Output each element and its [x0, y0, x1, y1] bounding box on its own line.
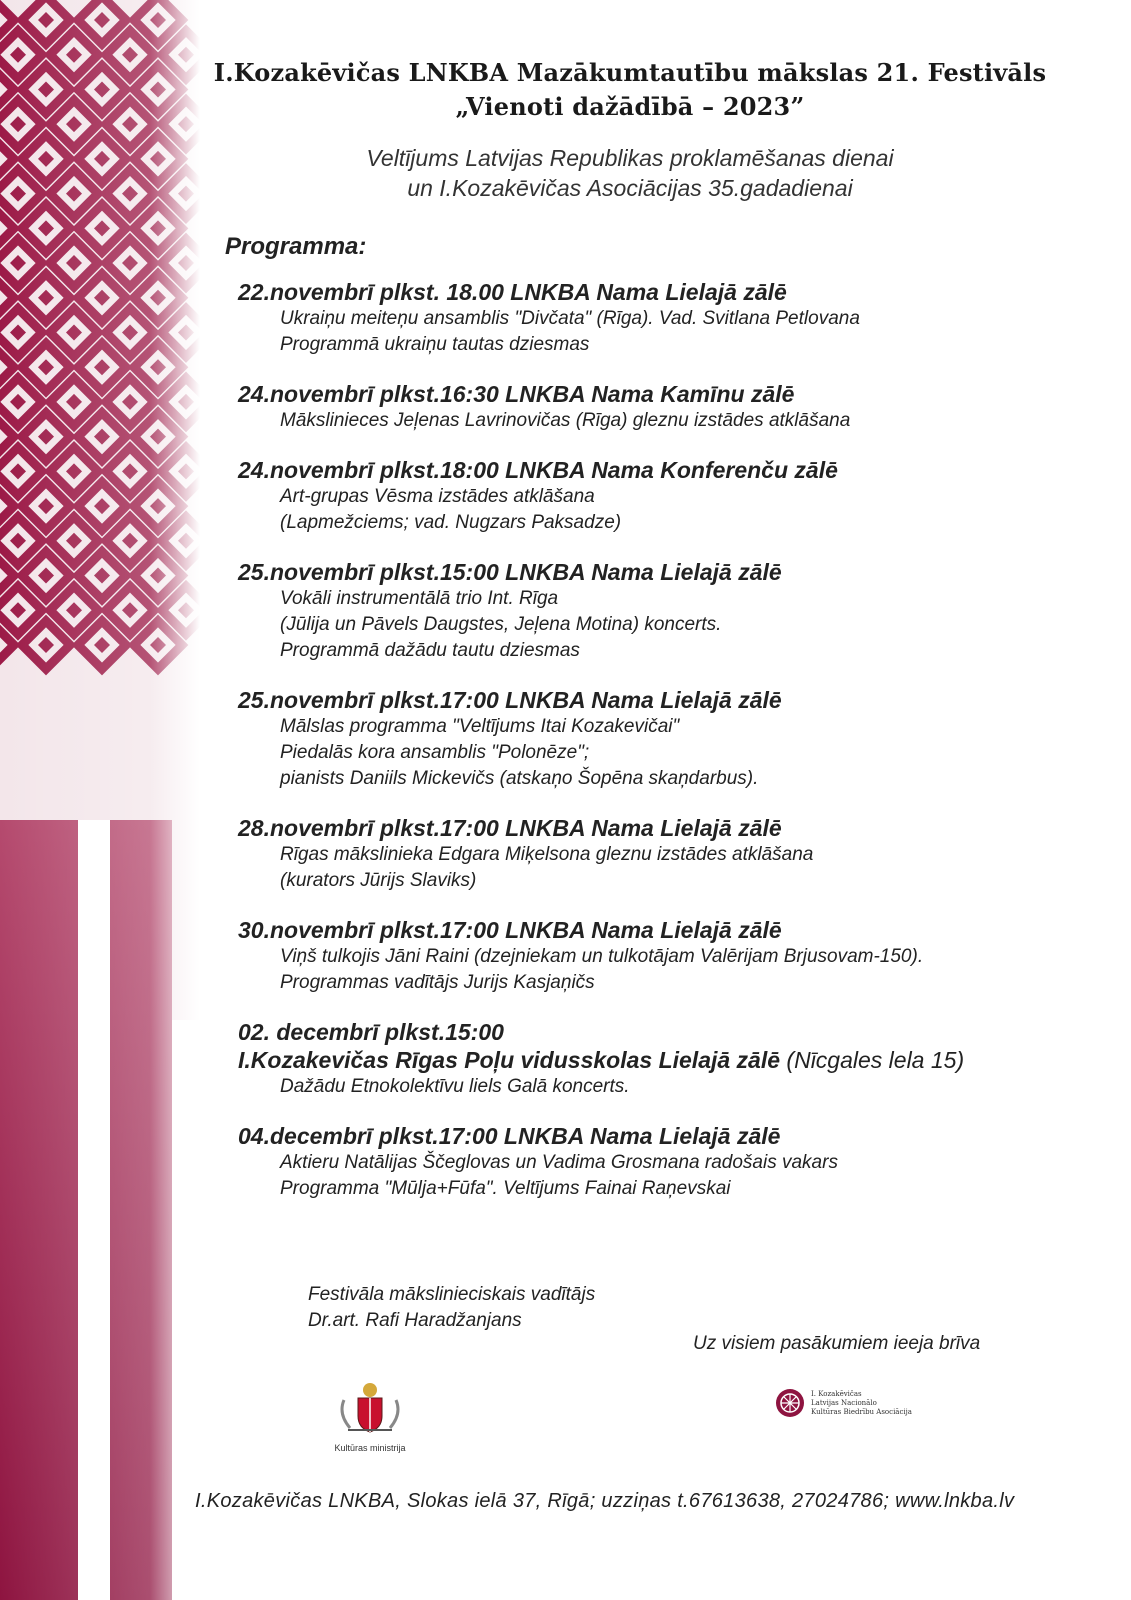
event-heading: 25.novembrī plkst.15:00 LNKBA Nama Lielajā zālē [238, 559, 782, 585]
free-entry-note: Uz visiem pasākumiem ieeja brīva [693, 1333, 981, 1354]
festival-director [308, 1282, 595, 1334]
program-event [238, 558, 1118, 664]
event-description-line: Dažādu Etnokolektīvu liels Galā koncerts. [280, 1076, 630, 1097]
event-description-line: Mākslinieces Jeļenas Lavrinovičas (Rīga) gleznu izstādes atklāšana [280, 410, 851, 431]
event-description-line: Programma "Mūlja+Fūfa". Veltījums Fainai Raņevskai [280, 1178, 731, 1199]
event-description-line: Programmā ukraiņu tautas dziesmas [280, 334, 590, 355]
ministry-caption: Kultūras ministrija [334, 1443, 406, 1453]
event-description-line: Programmas vadītājs Jurijs Kasjaņičs [280, 972, 595, 993]
association-name [811, 1390, 912, 1417]
event-description-line: Programmā dažādu tautu dziesmas [280, 640, 580, 661]
event-description-line: Rīgas mākslinieka Edgara Miķelsona gleznu izstādes atklāšana [280, 844, 814, 865]
event-heading: 25.novembrī plkst.17:00 LNKBA Nama Lielajā zālē [238, 687, 782, 713]
event-heading: 28.novembrī plkst.17:00 LNKBA Nama Lielajā zālē [238, 815, 782, 841]
program-event [238, 456, 1118, 536]
event-venue-heading [238, 1046, 1118, 1074]
event-description-line: pianists Daniils Mickevičs (atskaņo Šopēna skaņdarbus). [280, 768, 759, 789]
dedication-line-1: Veltījums Latvijas Republikas proklamēšanas dienai [366, 145, 894, 171]
ministry-logo [325, 1380, 415, 1453]
program-heading: Programma: [225, 233, 367, 260]
program-event [238, 1122, 1118, 1202]
program-event [238, 1018, 1118, 1100]
event-venue-address: (Nīcgales lela 15) [786, 1047, 965, 1073]
program-event [238, 278, 1118, 358]
event-heading: 04.decembrī plkst.17:00 LNKBA Nama Lielajā zālē [238, 1123, 781, 1149]
program-event [238, 916, 1118, 996]
contact-footer: I.Kozakēvičas LNKBA, Slokas ielā 37, Rīgā; uzziņas t.67613638, 27024786; www.lnkba.lv [195, 1490, 1015, 1512]
festival-motto: „Vienoti dažādībā – 2023” [455, 92, 805, 121]
director-title: Festivāla mākslinieciskais vadītājs [308, 1284, 596, 1305]
event-description-line: Piedalās kora ansamblis "Polonēze"; [280, 742, 590, 763]
program-event [238, 814, 1118, 894]
association-logo [775, 1388, 955, 1418]
event-description-line: Ukraiņu meiteņu ansamblis "Divčata" (Rīga). Vad. Svitlana Petlovana [280, 308, 860, 329]
event-description-line: Vokāli instrumentālā trio Int. Rīga [280, 588, 559, 609]
association-name-line-3: Kultūras Biedrību Asociācija [811, 1407, 912, 1416]
event-heading: 22.novembrī plkst. 18.00 LNKBA Nama Lielajā zālē [238, 279, 787, 305]
program-event [238, 686, 1118, 792]
event-heading: 24.novembrī plkst.18:00 LNKBA Nama Konferenču zālē [238, 457, 838, 483]
association-name-line-2: Latvijas Nacionālo [811, 1398, 877, 1407]
event-heading: 30.novembrī plkst.17:00 LNKBA Nama Lielajā zālē [238, 917, 782, 943]
event-description-line: Viņš tulkojis Jāni Raini (dzejniekam un tulkotājam Valērijam Brjusovam-150). [280, 946, 924, 967]
program-event [238, 380, 1118, 434]
association-name-line-1: I. Kozakēvičas [811, 1389, 862, 1398]
event-list [238, 278, 1118, 1224]
event-description-line: Art-grupas Vēsma izstādes atklāšana [280, 486, 595, 507]
event-description-line: Aktieru Natālijas Ščeglovas un Vadima Grosmana radošais vakars [280, 1152, 838, 1173]
coat-of-arms-icon [330, 1380, 410, 1436]
association-emblem-icon [775, 1388, 805, 1418]
festival-title: I.Kozakēvičas LNKBA Mazākumtautību mākslas 21. Festivāls [213, 58, 1047, 87]
dedication-line-2: un I.Kozakēvičas Asociācijas 35.gadadienai [407, 175, 853, 201]
event-heading: 24.novembrī plkst.16:30 LNKBA Nama Kamīnu zālē [238, 381, 795, 407]
event-description-line: (Lapmežciems; vad. Nugzars Paksadze) [280, 512, 622, 533]
director-name: Dr.art. Rafi Haradžanjans [308, 1310, 522, 1331]
event-description-line: (kurators Jūrijs Slaviks) [280, 870, 477, 891]
event-venue-name: I.Kozakevičas Rīgas Poļu vidusskolas Lielajā zālē [238, 1047, 781, 1073]
ornament-border [0, 0, 200, 1600]
event-description-line: (Jūlija un Pāvels Daugstes, Jeļena Motina) koncerts. [280, 614, 722, 635]
event-heading: 02. decembrī plkst.15:00 [238, 1019, 504, 1045]
event-description-line: Mālslas programma "Veltījums Itai Kozakevičai" [280, 716, 680, 737]
